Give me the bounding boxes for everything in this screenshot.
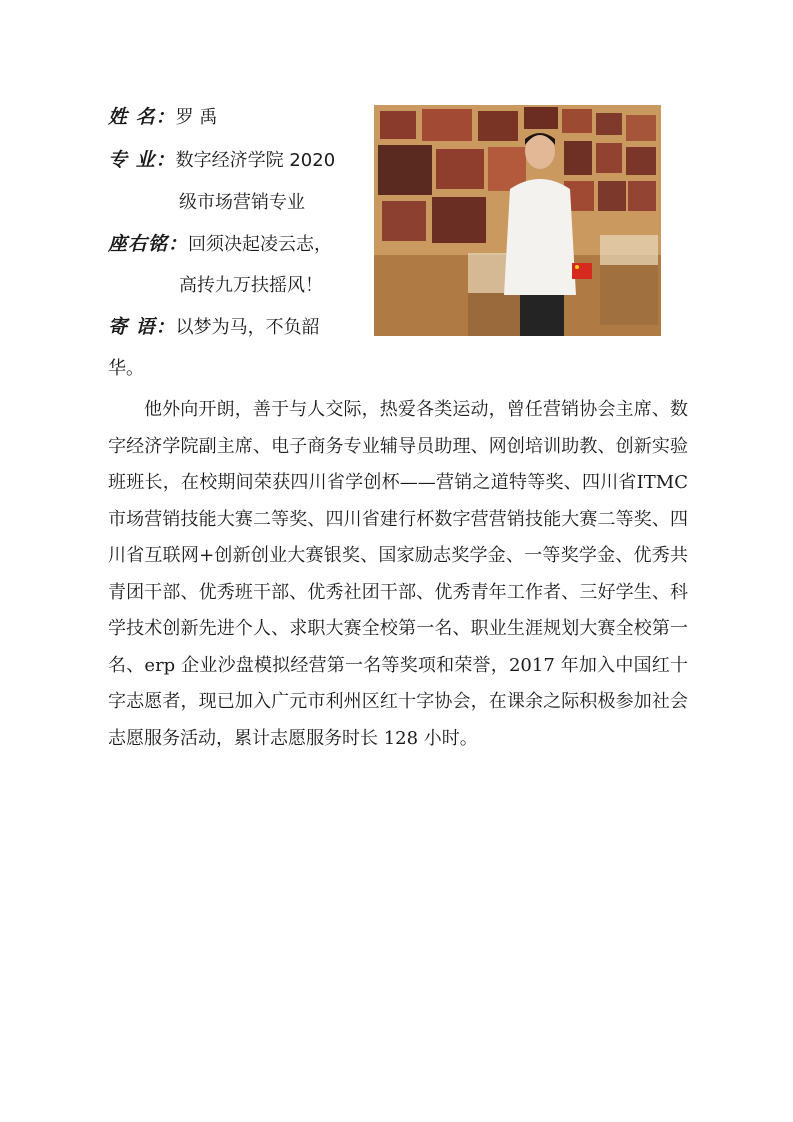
major-value-line2: 级市场营销专业 xyxy=(179,192,305,213)
wish-row xyxy=(108,315,320,340)
wish-line1: 以梦为马，不负韶 xyxy=(175,317,320,338)
wish-row-2 xyxy=(108,356,144,381)
motto-row-2 xyxy=(179,273,323,298)
wish-line2: 华。 xyxy=(108,358,144,379)
major-label: 专 业： xyxy=(108,149,176,171)
motto-line2: 高抟九万扶摇风！ xyxy=(179,275,323,296)
major-row-2 xyxy=(179,190,305,215)
major-row xyxy=(108,148,335,173)
name-row xyxy=(108,105,217,130)
bio-paragraph: 他外向开朗，善于与人交际，热爱各类运动，曾任营销协会主席、数字经济学院副主席、电子商务专业辅导员助理、网创培训助教、创新实验班班长，在校期间荣获四川省学创杯——营销之道特等奖、四川省ITMC 市场营销技能大赛二等奖、四川省建行杯数字营营销技能大赛二等奖、四川省互联网+创新创业大赛银奖、国家励志奖学金、一等奖学金、优秀共青团干部、优秀班干部、优秀社团干部、优秀青年工作者、三好学生、科学技术创新先进个人、求职大赛全校第一名、职业生涯规划大赛全校第一名、erp 企业沙盘模拟经营第一名等奖项和荣誉，2017 年加入中国红十字志愿者，现已加入广元市利州区红十字协会，在课余之际积极参加社会志愿服务活动，累计志愿服务时长 128 小时。 xyxy=(108,399,688,749)
wish-label: 寄 语： xyxy=(108,316,176,338)
motto-label: 座右铭： xyxy=(108,233,189,255)
name-label: 姓 名： xyxy=(108,106,176,128)
major-value-line1: 数字经济学院 2020 xyxy=(175,150,336,171)
name-value: 罗 禹 xyxy=(175,107,218,128)
profile-photo-illustration xyxy=(374,105,661,336)
profile-photo xyxy=(374,105,661,336)
motto-row xyxy=(108,232,332,257)
motto-line1: 回须决起凌云志， xyxy=(188,234,333,255)
